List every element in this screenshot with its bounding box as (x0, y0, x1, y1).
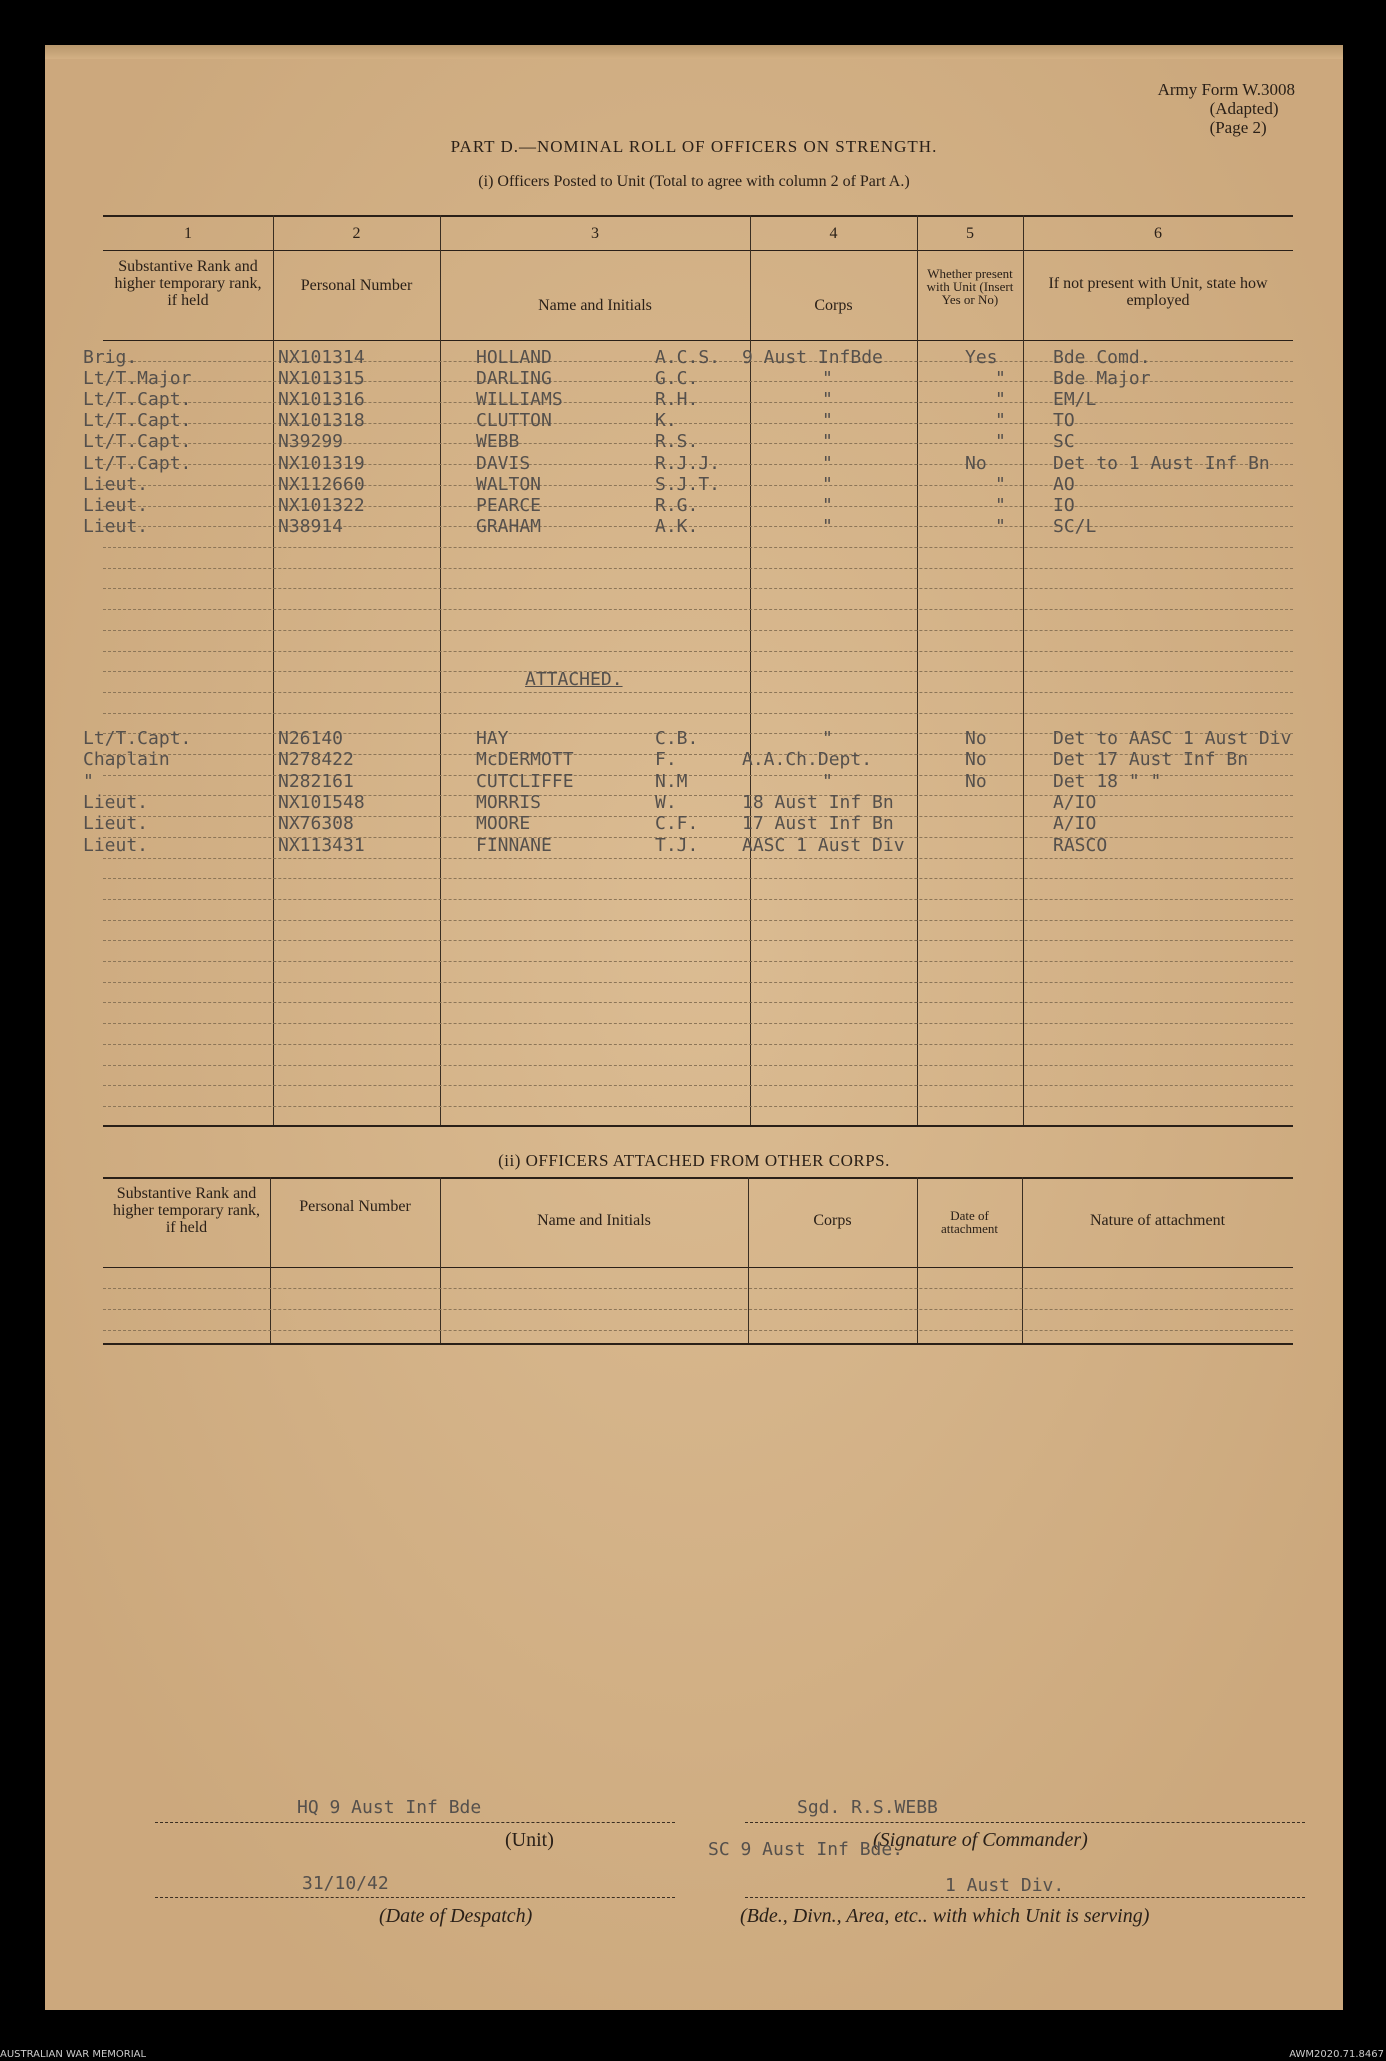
ruled-line (103, 568, 1293, 569)
name-cell: WEBB (476, 431, 520, 453)
column-header: Personal Number (299, 1198, 411, 1215)
employment-cell: SC/L (1053, 515, 1097, 537)
column-header: Personal Number (300, 277, 413, 294)
column-divider (917, 1177, 918, 1343)
corps-cell: " (822, 770, 833, 792)
present-cell: " (995, 410, 1006, 432)
date-label: (Date of Despatch) (379, 1905, 533, 1927)
form-identifier (1158, 80, 1295, 137)
employment-cell: TO (1053, 410, 1075, 432)
present-cell: No (965, 728, 987, 749)
corps-cell: " (822, 728, 833, 749)
personal-number-cell: NX101315 (278, 368, 365, 390)
column-number: 3 (591, 225, 599, 242)
column-number: 5 (966, 225, 974, 242)
corps-cell: 17 Aust Inf Bn (742, 813, 894, 835)
column-number: 2 (352, 225, 361, 242)
rank-cell: Lieut. (83, 813, 149, 835)
corps-cell: " (822, 368, 833, 390)
present-cell: " (995, 515, 1006, 537)
page-title: PART D.—NOMINAL ROLL OF OFFICERS ON STRENGTH. (450, 137, 938, 156)
ruled-line (103, 899, 1293, 900)
rank-cell: Lt/T.Capt. (83, 452, 192, 474)
employment-cell: A/IO (1053, 813, 1097, 835)
formation-line (745, 1897, 1305, 1898)
form-page (45, 45, 1343, 2010)
employment-cell: EM/L (1053, 389, 1097, 411)
column-divider (1023, 215, 1024, 1125)
personal-number-cell: NX112660 (278, 473, 365, 495)
page-subtitle: (i) Officers Posted to Unit (Total to agree with column 2 of Part A.) (478, 173, 910, 190)
present-cell: " (995, 473, 1006, 495)
corps-cell: A.A.Ch.Dept. (742, 749, 873, 771)
initials-cell: C.B. (655, 728, 699, 749)
corps-cell: AASC 1 Aust Div (742, 834, 905, 856)
ruled-line (103, 920, 1293, 921)
footer-left: AUSTRALIAN WAR MEMORIAL (0, 2049, 147, 2060)
employment-cell: RASCO (1053, 834, 1108, 856)
header-rule (103, 340, 1293, 341)
rank-cell: " (83, 770, 94, 792)
rank-cell: Lieut. (83, 515, 149, 537)
initials-cell: K. (655, 410, 677, 432)
table-bottom-rule (103, 1125, 1293, 1127)
name-cell: WILLIAMS (476, 389, 563, 411)
corps-cell: " (822, 410, 833, 432)
name-cell: PEARCE (476, 494, 542, 516)
initials-cell: A.C.S. (655, 347, 721, 368)
ruled-line (103, 961, 1293, 962)
personal-number-cell: N282161 (278, 770, 354, 792)
signature-value: Sgd. R.S.WEBB (797, 1797, 938, 1818)
column-number-rule (103, 250, 1293, 251)
personal-number-cell: N39299 (278, 431, 344, 453)
personal-number-cell: N26140 (278, 728, 344, 749)
name-cell: MOORE (476, 813, 531, 835)
name-cell: MORRIS (476, 791, 542, 813)
name-cell: CUTCLIFFE (476, 770, 574, 792)
ruled-line (103, 1085, 1293, 1086)
unit-line (155, 1822, 675, 1823)
rank-cell: Lieut. (83, 473, 149, 495)
name-cell: DARLING (476, 368, 552, 390)
column-number: 6 (1154, 225, 1162, 242)
column-header: Substantive Rank and higher temporary rank, if held (112, 1185, 261, 1236)
initials-cell: T.J. (655, 834, 699, 856)
footer-right: AWM2020.71.8467 (1289, 2049, 1384, 2060)
ruled-line (103, 1330, 1293, 1331)
column-number: 4 (829, 225, 838, 242)
column-header: Name and Initials (537, 1212, 651, 1229)
initials-cell: R.J.J. (655, 452, 721, 474)
ruled-line (103, 713, 1293, 714)
ruled-line (103, 1023, 1293, 1024)
personal-number-cell: NX76308 (278, 813, 354, 835)
ruled-line (103, 630, 1293, 631)
formation-label: (Bde., Divn., Area, etc.. with which Unit is serving) (740, 1905, 1150, 1927)
ruled-line (103, 1044, 1293, 1045)
employment-cell: A/IO (1053, 791, 1097, 813)
ruled-line (103, 940, 1293, 941)
corps-cell: " (822, 494, 833, 516)
personal-number-cell: NX101318 (278, 410, 365, 432)
rank-cell: Lt/T.Capt. (83, 389, 192, 411)
ruled-line (103, 1106, 1293, 1107)
present-cell: Yes (965, 347, 998, 368)
column-header: Name and Initials (538, 297, 652, 314)
ruled-line (103, 982, 1293, 983)
employment-cell: Det to AASC 1 Aust Div (1053, 728, 1292, 749)
ruled-line (103, 692, 1293, 693)
name-cell: HAY (476, 728, 509, 749)
table-top-rule (103, 215, 1293, 217)
corps-cell: " (822, 473, 833, 495)
name-cell: FINNANE (476, 834, 552, 856)
rank-cell: Lt/T.Capt. (83, 728, 192, 749)
initials-cell: G.C. (655, 368, 699, 390)
employment-cell: SC (1053, 431, 1075, 453)
torn-top-edge (45, 45, 1343, 59)
column-header: Corps (814, 297, 853, 314)
employment-cell: Det to 1 Aust Inf Bn (1053, 452, 1270, 474)
form-number: Army Form W.3008 (1157, 80, 1295, 99)
present-cell: No (965, 452, 987, 474)
present-cell: " (995, 368, 1006, 390)
initials-cell: A.K. (655, 515, 699, 537)
header-rule (103, 1267, 1293, 1268)
employment-cell: Det 17 Aust Inf Bn (1053, 749, 1249, 771)
column-divider (440, 1177, 441, 1343)
initials-cell: R.G. (655, 494, 699, 516)
ruled-line (103, 1065, 1293, 1066)
name-cell: WALTON (476, 473, 542, 495)
column-header: Corps (813, 1212, 852, 1229)
rank-cell: Chaplain (83, 749, 170, 771)
employment-cell: AO (1053, 473, 1075, 495)
personal-number-cell: NX101322 (278, 494, 365, 516)
present-cell: No (965, 749, 987, 771)
column-divider (273, 215, 274, 1125)
personal-number-cell: NX101316 (278, 389, 365, 411)
personal-number-cell: NX101314 (278, 347, 365, 368)
initials-cell: R.S. (655, 431, 699, 453)
rank-cell: Lt/T.Capt. (83, 431, 192, 453)
attached-label: ATTACHED. (525, 669, 623, 690)
name-cell: HOLLAND (476, 347, 552, 368)
initials-cell: R.H. (655, 389, 699, 411)
rank-cell: Lieut. (83, 791, 149, 813)
corps-cell: " (822, 389, 833, 411)
rank-cell: Brig. (83, 347, 138, 368)
ruled-line (103, 671, 1293, 672)
initials-cell: N.M (655, 770, 688, 792)
ruled-line (103, 858, 1293, 859)
column-header: Date of attachment (940, 1208, 999, 1236)
ruled-line (103, 878, 1293, 879)
table-top-rule (103, 1177, 1293, 1179)
rank-cell: Lt/T.Capt. (83, 410, 192, 432)
initials-cell: C.F. (655, 813, 699, 835)
form-adapted: (Adapted) (1209, 99, 1279, 118)
ruled-line (103, 547, 1293, 548)
form-page-number: (Page 2) (1209, 118, 1267, 137)
name-cell: DAVIS (476, 452, 531, 474)
table-bottom-rule (103, 1343, 1293, 1345)
personal-number-cell: NX113431 (278, 834, 365, 856)
ruled-line (103, 1309, 1293, 1310)
corps-cell: " (822, 515, 833, 537)
date-line (155, 1897, 675, 1898)
unit-label: (Unit) (505, 1829, 554, 1851)
column-header: Whether present with Unit (Insert Yes or No) (926, 266, 1014, 307)
corps-cell: " (822, 452, 833, 474)
employment-cell: IO (1053, 494, 1075, 516)
ruled-line (103, 1002, 1293, 1003)
column-header: Substantive Rank and higher temporary rank, if held (114, 258, 262, 309)
formation-value: 1 Aust Div. (945, 1875, 1065, 1896)
part-two-title: (ii) OFFICERS ATTACHED FROM OTHER CORPS. (498, 1151, 890, 1170)
column-number: 1 (184, 225, 192, 242)
present-cell: " (995, 389, 1006, 411)
rank-cell: Lieut. (83, 834, 149, 856)
name-cell: McDERMOTT (476, 749, 574, 771)
corps-cell: 18 Aust Inf Bn (742, 791, 894, 813)
employment-cell: Det 18 " " (1053, 770, 1162, 792)
signature-line (745, 1822, 1305, 1823)
personal-number-cell: NX101548 (278, 791, 365, 813)
initials-cell: F. (655, 749, 677, 771)
column-divider (748, 1177, 749, 1343)
signatory-appointment: SC 9 Aust Inf Bde. (708, 1839, 904, 1860)
ruled-line (103, 609, 1293, 610)
column-divider (917, 215, 918, 1125)
present-cell: No (965, 770, 987, 792)
employment-cell: Bde Major (1053, 368, 1151, 390)
name-cell: CLUTTON (476, 410, 552, 432)
initials-cell: W. (655, 791, 677, 813)
column-divider (270, 1177, 271, 1343)
personal-number-cell: N38914 (278, 515, 344, 537)
personal-number-cell: NX101319 (278, 452, 365, 474)
ruled-line (103, 651, 1293, 652)
column-header: Nature of attachment (1089, 1212, 1226, 1229)
rank-cell: Lt/T.Major (83, 368, 192, 390)
personal-number-cell: N278422 (278, 749, 354, 771)
ruled-line (103, 1288, 1293, 1289)
ruled-line (103, 588, 1293, 589)
present-cell: " (995, 494, 1006, 516)
rank-cell: Lieut. (83, 494, 149, 516)
column-header: If not present with Unit, state how employed (1048, 275, 1268, 309)
date-value: 31/10/42 (302, 1873, 389, 1894)
unit-value: HQ 9 Aust Inf Bde (297, 1797, 482, 1818)
corps-cell: 9 Aust InfBde (742, 347, 883, 368)
initials-cell: S.J.T. (655, 473, 721, 495)
employment-cell: Bde Comd. (1053, 347, 1151, 368)
corps-cell: " (822, 431, 833, 453)
present-cell: " (995, 431, 1006, 453)
column-divider (440, 215, 441, 1125)
signature-label: (Signature of Commander) (873, 1829, 1088, 1851)
column-divider (1022, 1177, 1023, 1343)
name-cell: GRAHAM (476, 515, 542, 537)
